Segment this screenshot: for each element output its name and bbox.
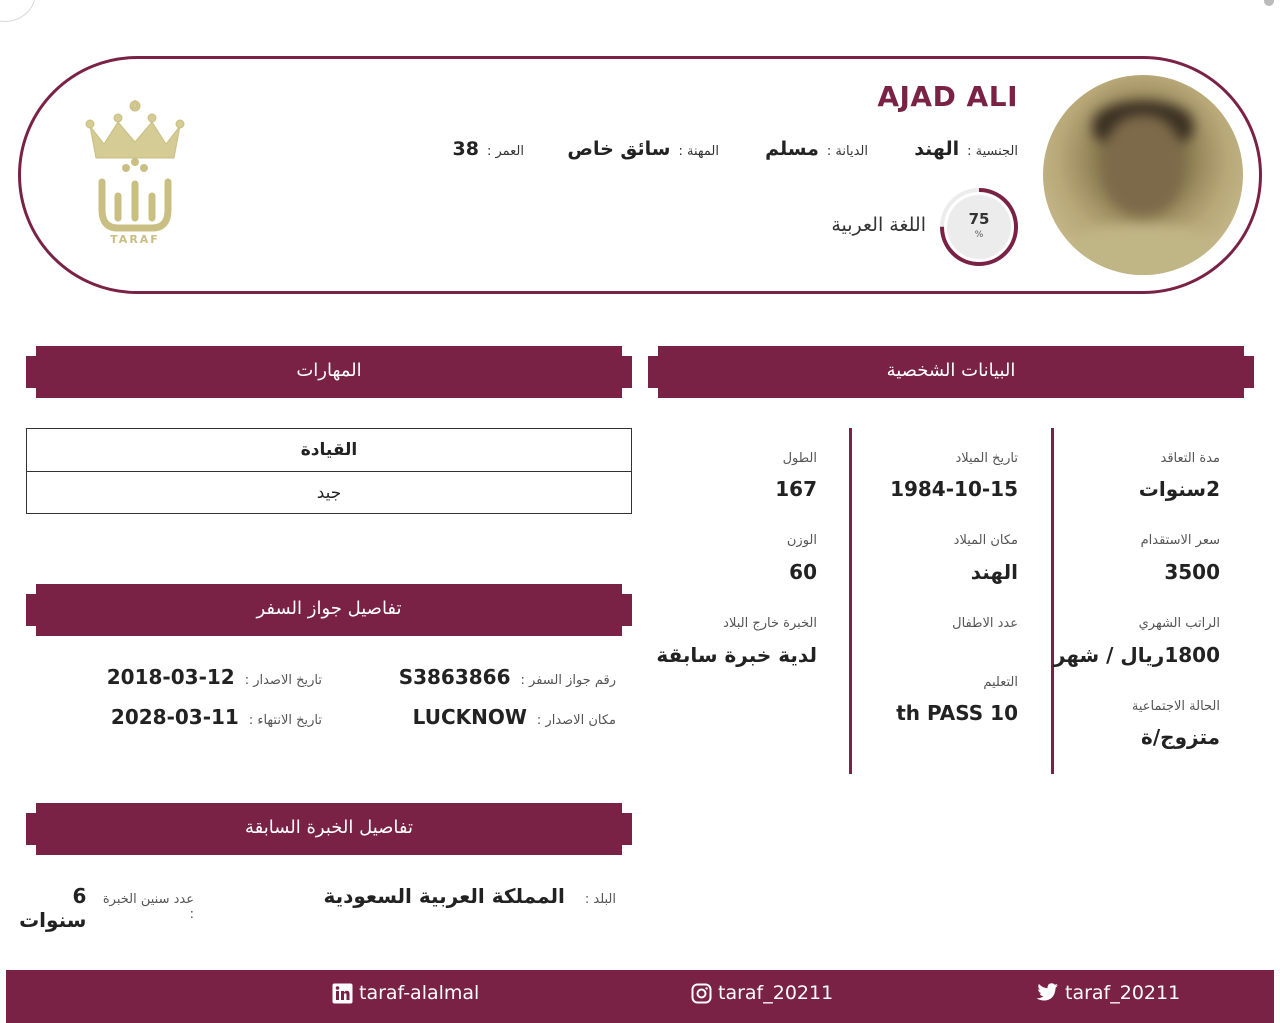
twitter-link[interactable] xyxy=(1035,982,1180,1004)
arabic-level-percent: % xyxy=(974,230,984,240)
experience-years-field xyxy=(0,884,194,932)
passport-number-label: رقم جواز السفر : xyxy=(520,673,616,688)
contract-duration-label: مدة التعاقد xyxy=(1160,451,1220,466)
linkedin-link[interactable] xyxy=(332,982,479,1004)
monthly-salary-value: 1800ريال / شهر xyxy=(1053,643,1220,667)
skill-name: القيادة xyxy=(300,440,358,460)
issue-date-value: 2018-03-12 xyxy=(106,665,235,689)
birth-date-value: 1984-10-15 xyxy=(890,477,1018,501)
experience-section-title: تفاصيل الخبرة السابقة xyxy=(244,817,414,838)
experience-years-label: عدد سنين الخبرة : xyxy=(102,892,194,922)
monthly-salary-label: الراتب الشهري xyxy=(1138,616,1220,631)
profession-value: سائق خاص xyxy=(567,138,671,160)
profile-photo xyxy=(1043,75,1243,275)
birth-date-label: تاريخ الميلاد xyxy=(955,451,1018,466)
passport-expiry-field xyxy=(111,705,322,729)
marital-status-label: الحالة الاجتماعية xyxy=(1131,699,1220,714)
passport-issue-date-field xyxy=(107,665,322,689)
arabic-level-value: 75 xyxy=(968,210,990,228)
weight-value: 60 xyxy=(789,560,817,584)
twitter-handle: taraf_20211 xyxy=(1065,982,1181,1004)
issue-place-value: LUCKNOW xyxy=(412,705,527,729)
skills-section-title: المهارات xyxy=(296,360,362,381)
personal-section-header xyxy=(648,346,1254,398)
education-label: التعليم xyxy=(983,675,1018,690)
recruitment-cost-label: سعر الاستقدام xyxy=(1140,533,1220,548)
instagram-handle: taraf_20211 xyxy=(718,982,834,1004)
height-value: 167 xyxy=(775,477,817,501)
birth-place-value: الهند xyxy=(970,560,1018,584)
personal-section-title: البيانات الشخصية xyxy=(886,360,1016,381)
passport-section-header xyxy=(26,584,632,636)
weight-label: الوزن xyxy=(786,533,817,548)
linkedin-handle: taraf-alalmal xyxy=(359,982,480,1004)
column-divider xyxy=(849,428,852,774)
expiry-date-label: تاريخ الانتهاء : xyxy=(248,713,322,728)
experience-country-value: المملكة العربية السعودية xyxy=(323,884,565,908)
skills-section-header xyxy=(26,346,632,398)
religion-field xyxy=(765,138,868,160)
instagram-link[interactable] xyxy=(691,982,833,1004)
corner-decoration xyxy=(0,0,36,22)
expiry-date-value: 2028-03-11 xyxy=(110,705,239,729)
contract-duration-value: 2سنوات xyxy=(1138,477,1220,501)
linkedin-icon xyxy=(332,983,353,1004)
issue-date-label: تاريخ الاصدار : xyxy=(244,673,322,688)
height-label: الطول xyxy=(782,451,817,466)
recruitment-cost-value: 3500 xyxy=(1164,560,1220,584)
experience-years-value: 6 سنوات xyxy=(19,884,87,932)
taraf-logo-text: TARAF xyxy=(110,233,160,246)
marital-status-value: متزوج/ة xyxy=(1141,725,1220,749)
nationality-label: الجنسية : xyxy=(967,144,1018,159)
issue-place-label: مكان الاصدار : xyxy=(536,713,616,728)
passport-number-field xyxy=(399,665,616,689)
profession-field xyxy=(567,138,719,160)
age-label: العمر : xyxy=(486,144,524,159)
skills-table xyxy=(26,428,632,514)
instagram-icon xyxy=(691,983,712,1004)
skill-level: جيد xyxy=(27,471,631,513)
experience-country-field xyxy=(323,884,616,908)
nationality-field xyxy=(914,138,1018,160)
passport-number-value: S3863866 xyxy=(398,665,511,689)
children-count-label: عدد الاطفال xyxy=(952,616,1018,631)
passport-issue-place-field xyxy=(413,705,616,729)
taraf-logo xyxy=(82,100,188,250)
arabic-language-label: اللغة العربية xyxy=(831,214,926,236)
religion-value: مسلم xyxy=(765,138,819,160)
education-value: th PASS 10 xyxy=(896,701,1018,725)
abroad-experience-label: الخبرة خارج البلاد xyxy=(723,616,817,631)
nationality-value: الهند xyxy=(914,138,960,160)
column-divider xyxy=(1051,428,1054,774)
passport-section-title: تفاصيل جواز السفر xyxy=(256,598,402,619)
experience-country-label: البلد : xyxy=(584,892,616,907)
twitter-icon xyxy=(1035,983,1059,1003)
age-field xyxy=(453,138,525,160)
candidate-name: AJAD ALI xyxy=(877,80,1018,113)
profession-label: المهنة : xyxy=(678,144,719,159)
birth-place-label: مكان الميلاد xyxy=(953,533,1018,548)
experience-section-header xyxy=(26,803,632,855)
age-value: 38 xyxy=(452,138,479,160)
scroll-indicator xyxy=(1264,0,1274,6)
abroad-experience-value: لدية خبرة سابقة xyxy=(656,643,817,667)
religion-label: الديانة : xyxy=(826,144,868,159)
